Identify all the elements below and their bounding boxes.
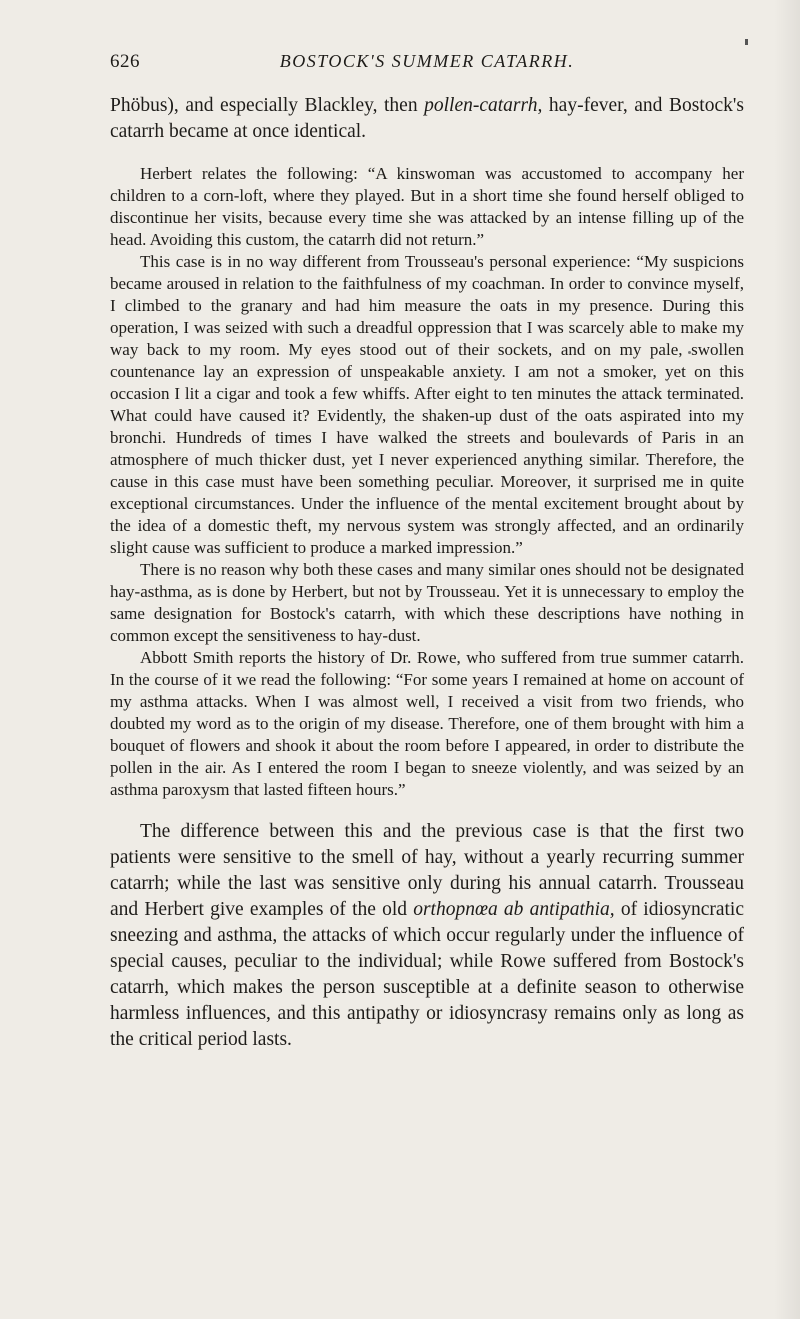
paragraph-text: The difference between this and the previous case is that the first two patients were sensitive to the smell of hay, without a yearly recurring summer catarrh; while the last was sensitive only during his annual catarrh. Trousseau and Herbert give examples of the old (110, 821, 744, 920)
paragraph-herbert: Herbert relates the following: “A kinswoman was accustomed to accompany her children to a corn-loft, where they played. But in a short time she found herself obliged to discontinue her visits, because every time she was attacked by an intense filling up of the head. Avoiding this custom, the catarrh did not return.” (110, 164, 744, 249)
paragraph-continuation (110, 93, 744, 145)
running-title: BOSTOCK'S SUMMER CATARRH. (279, 51, 575, 71)
page-body (110, 93, 744, 1053)
italic-term: pollen-catarrh, (424, 95, 543, 116)
paragraph-hay-asthma: There is no reason why both these cases and many similar ones should not be designated hay-asthma, as is done by Herbert, but not by Trousseau. Yet it is unnecessary to employ the same designation for Bostock's catarrh, with which these descriptions have nothing in common except the sensitiveness to hay-dust. (110, 560, 744, 645)
paragraph-text: of idiosyncratic sneezing and asthma, the attacks of which occur regularly under the influence of special causes, peculiar to the individual; while Rowe suffered from Bostock's catarrh, which makes the person susceptible at a definite season to otherwise harmless influences, and this antipathy or idiosyncrasy remains only as long as the critical period lasts. (110, 899, 744, 1050)
paragraph-conclusion (110, 819, 744, 1053)
printer-mark (745, 39, 748, 45)
paragraph-trousseau: This case is in no way different from Trousseau's personal experience: “My suspicions became aroused in relation to the faithfulness of my coachman. In order to convince myself, I climbed to the granary and had him measure the oats in my presence. During this operation, I was seized with such a dreadful oppression that I was scarcely able to make my way back to my room. My eyes stood out of their sockets, and on my pale, swollen countenance lay an expression of unspeakable anxiety. I am not a smoker, yet on this occasion I lit a cigar and took a few whiffs. After eight to ten minutes the attack terminated. What could have caused it? Evidently, the shaken-up dust of the oats aspirated into my bronchi. Hundreds of times I have walked the streets and boulevards of Paris in an atmosphere of much thicker dust, yet I never experienced anything similar. Therefore, the cause in this case must have been something peculiar. Moreover, it surprised me in quite exceptional circumstances. Under the influence of the mental excitement brought about by the idea of a domestic theft, my nervous system was strongly affected, and an ordinarily slight cause was sufficient to produce a marked impression.” (110, 252, 744, 557)
italic-term: orthopnœa ab antipathia, (413, 899, 615, 920)
page-header (110, 51, 744, 81)
page-number: 626 (110, 51, 140, 72)
page-edge-shadow (774, 0, 800, 1319)
paragraph-text: hay-fever, and Bostock's catarrh became at once identical. (110, 95, 744, 142)
paragraph-abbott-smith: Abbott Smith reports the history of Dr. Rowe, who suffered from true summer catarrh. In the course of it we read the following: “For some years I remained at home on account of my asthma attacks. When I was almost well, I received a visit from two friends, who doubted my word as to the origin of my disease. Therefore, one of them brought with him a bouquet of flowers and shook it about the room before I appeared, in order to distribute the pollen in the air. As I entered the room I began to sneeze violently, and was seized by an asthma paroxysm that lasted fifteen hours.” (110, 648, 744, 799)
paragraph-text: Phöbus), and especially Blackley, then (110, 95, 425, 116)
